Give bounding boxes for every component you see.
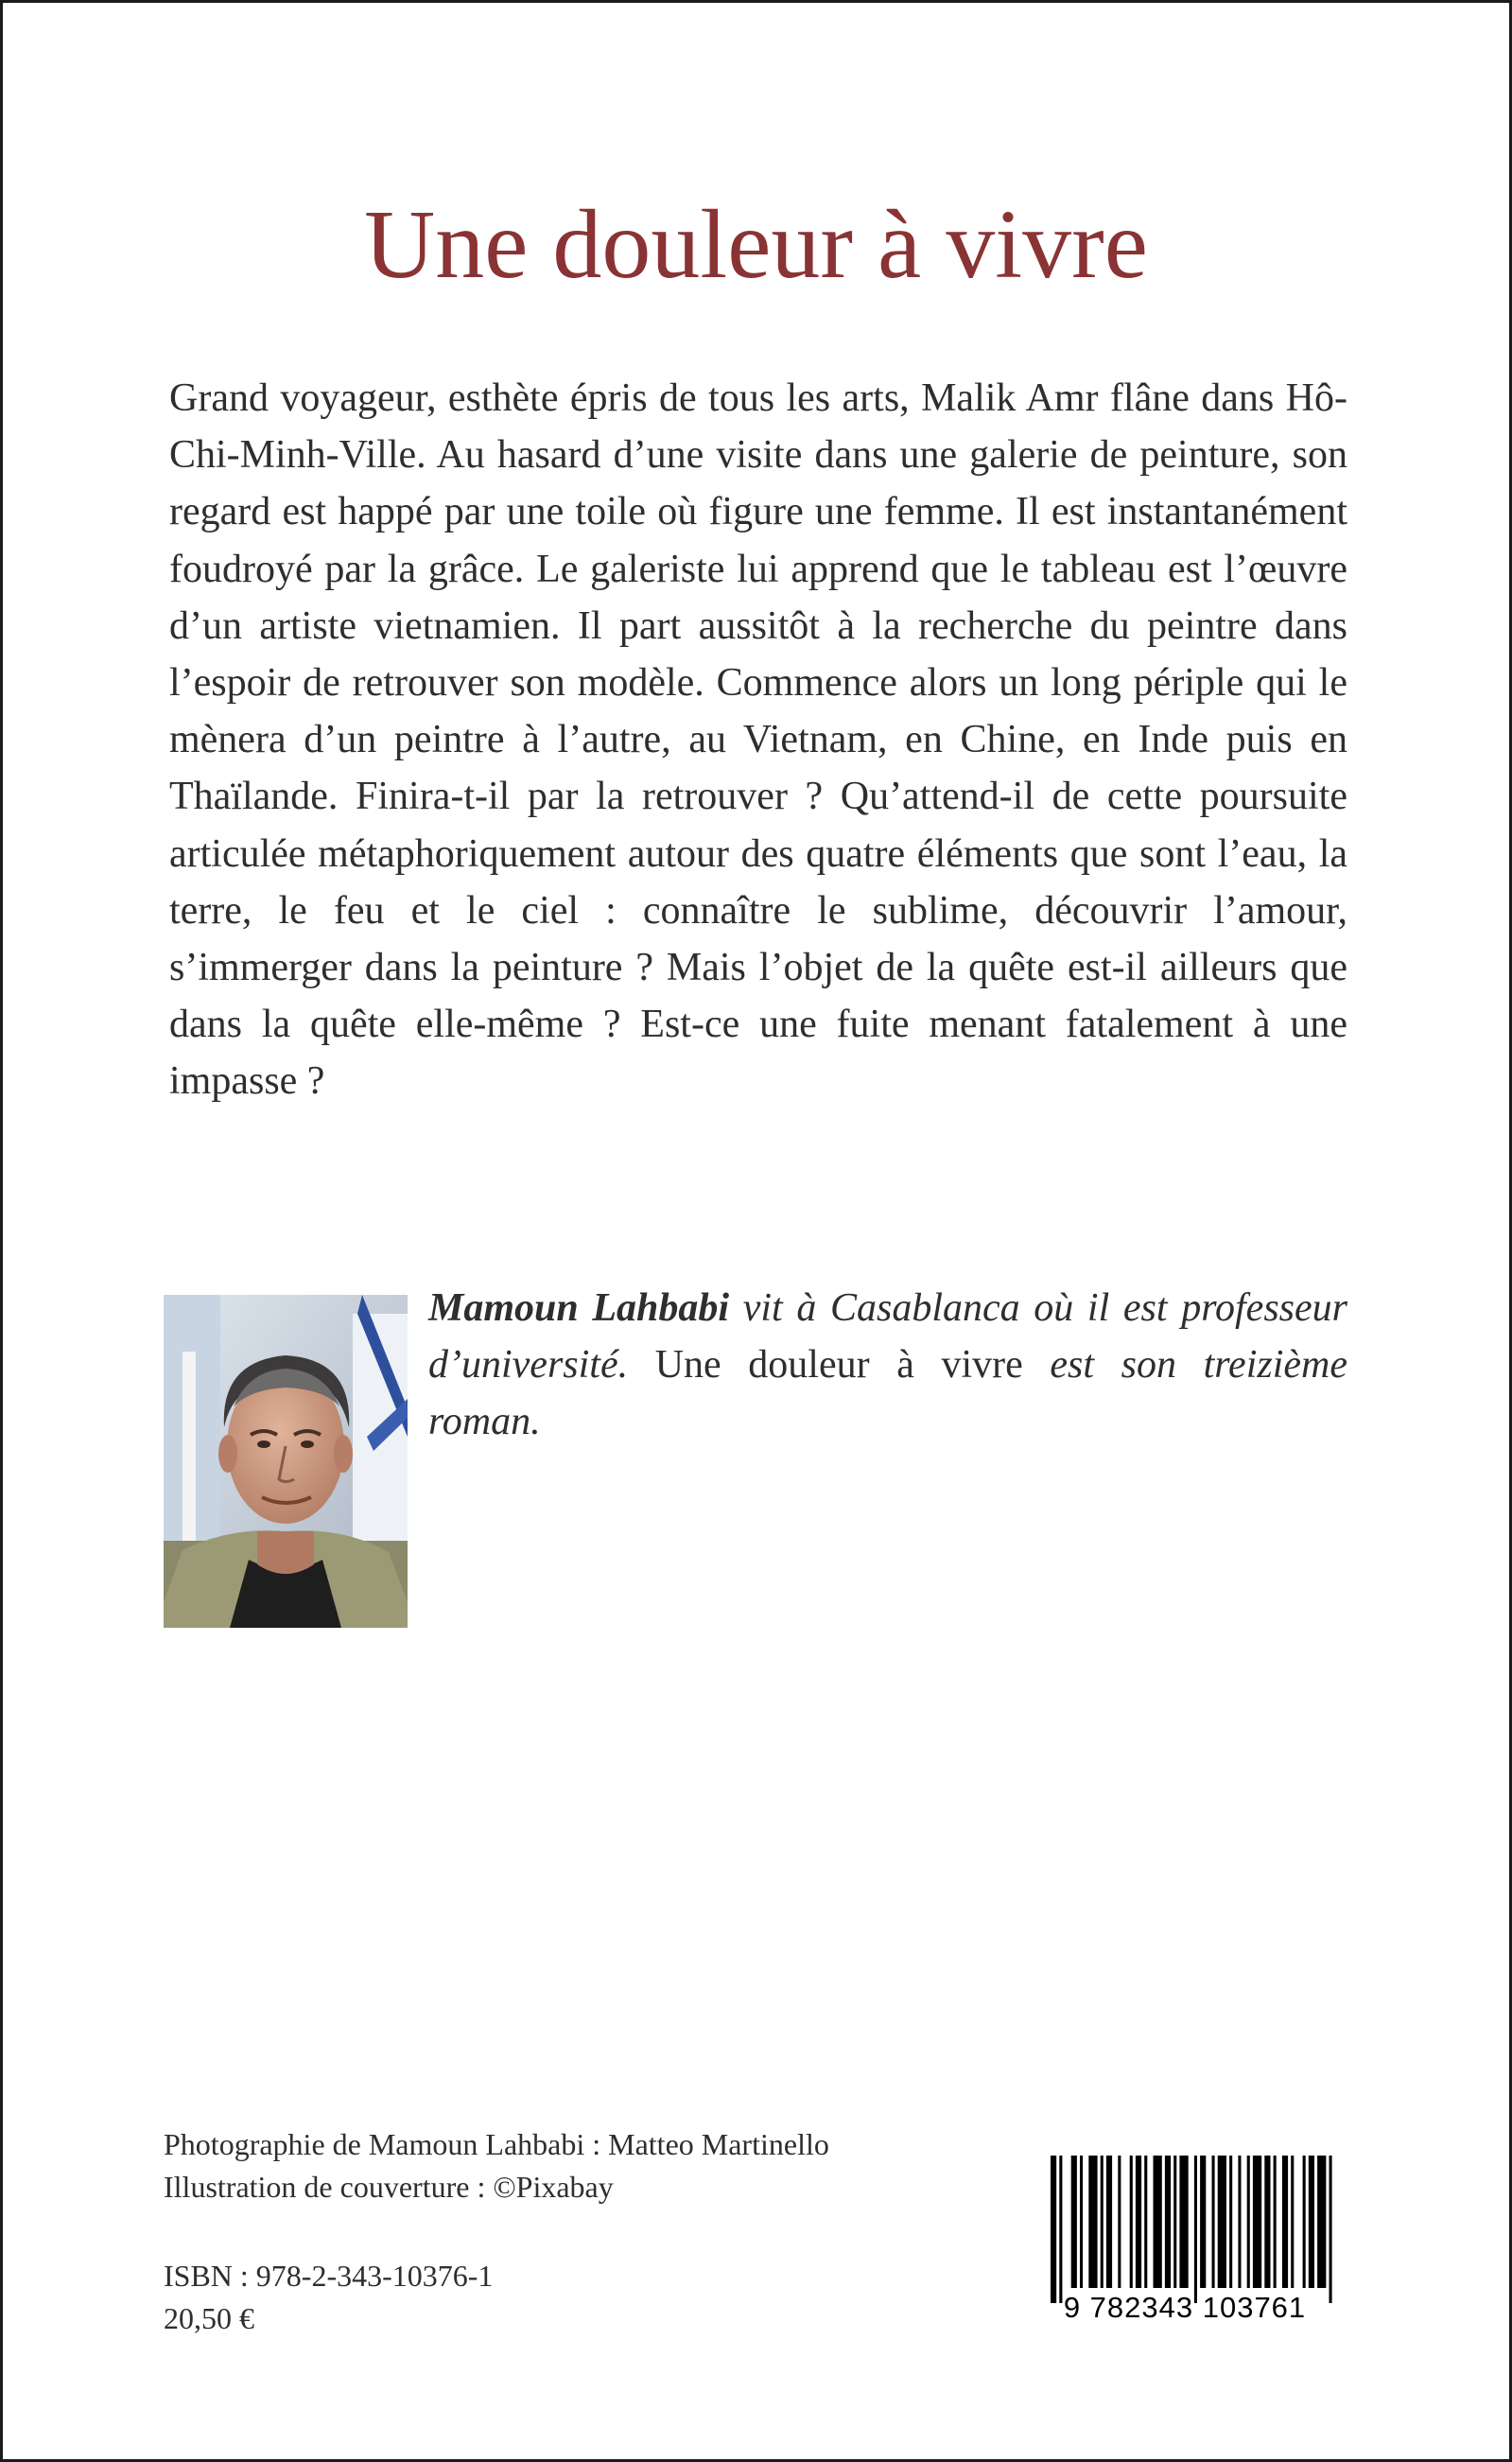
barcode-bar	[1253, 2156, 1261, 2288]
illustration-credit: Illustration de couverture : ©Pixabay	[164, 2170, 614, 2204]
author-bio-text: vit à Casablanca où il est professeur d’université.	[428, 1286, 1347, 1387]
barcode-bar	[1179, 2156, 1188, 2288]
barcode-bar	[1282, 2156, 1288, 2288]
photo-credit: Photographie de Mamoun Lahbabi : Matteo Martinello	[164, 2127, 829, 2161]
barcode-bar	[1200, 2156, 1206, 2288]
barcode-bar	[1165, 2156, 1171, 2288]
barcode-bar	[1130, 2156, 1133, 2288]
barcode-bar	[1229, 2156, 1232, 2288]
barcode-bar	[1059, 2156, 1062, 2303]
barcode-bar	[1136, 2156, 1141, 2288]
barcode-bar	[1274, 2156, 1277, 2288]
barcode-bar	[1264, 2156, 1270, 2288]
barcode-bar	[1080, 2156, 1083, 2288]
author-bio-text-end: est son treizième roman.	[428, 1343, 1347, 1443]
barcode-bar	[1154, 2156, 1162, 2288]
publication-info	[164, 2255, 493, 2340]
author-bio-book-title: Une douleur à vivre	[628, 1343, 1051, 1387]
barcode-bars	[1051, 2156, 1334, 2303]
barcode	[1024, 2156, 1346, 2324]
credits	[164, 2123, 829, 2209]
barcode-bar	[1106, 2156, 1112, 2288]
author-bio	[428, 1280, 1347, 1450]
barcode-bar	[1088, 2156, 1097, 2288]
isbn: ISBN : 978-2-343-10376-1	[164, 2259, 494, 2293]
price: 20,50 €	[164, 2301, 254, 2335]
barcode-bar	[1218, 2156, 1226, 2288]
barcode-bar	[1238, 2156, 1241, 2288]
barcode-bar	[1291, 2156, 1294, 2288]
barcode-bar	[1247, 2156, 1250, 2288]
barcode-bar	[1330, 2156, 1332, 2303]
author-photo	[164, 1295, 408, 1628]
barcode-digits: 9 782343 103761	[1063, 2291, 1307, 2324]
barcode-bar	[1173, 2156, 1176, 2288]
barcode-bar	[1101, 2156, 1104, 2288]
barcode-bar	[1303, 2156, 1306, 2288]
book-title: Une douleur à vivre	[364, 190, 1148, 299]
barcode-bar	[1071, 2156, 1077, 2288]
book-blurb: Grand voyageur, esthète épris de tous les arts, Malik Amr flâne dans Hô-Chi-Minh-Ville. Au hasard d’une visite dans une galerie de peinture, son regard est happé par une toile où figure une femme. Il est instantanément foudroyé par la grâce. Le galeriste lui apprend que le tableau est l’œuvre d’un artiste vietnamien. Il part aussitôt à la recherche du peintre dans l’espoir de retrouver son modèle. Commence alors un long périple qui le mènera d’un peintre à l’autre, au Vietnam, en Chine, en Inde puis en Thaïlande. Finira-t-il par la retrouver ? Qu’attend-il de cette poursuite articulée métaphoriquement autour des quatre éléments que sont l’eau, la terre, le feu et le ciel : connaître le sublime, découvrir l’amour, s’immerger dans la peinture ? Mais l’objet de la quête est-il ailleurs que dans la quête elle-même ? Est-ce une fuite menant fatalement à une impasse ?	[169, 376, 1347, 1104]
barcode-bar	[1144, 2156, 1147, 2288]
author-name: Mamoun Lahbabi	[428, 1286, 730, 1330]
barcode-bar	[1309, 2156, 1314, 2288]
barcode-bar	[1194, 2156, 1197, 2303]
barcode-bar	[1118, 2156, 1121, 2288]
barcode-bar	[1051, 2156, 1056, 2303]
barcode-bar	[1212, 2156, 1215, 2288]
barcode-bar	[1317, 2156, 1326, 2288]
